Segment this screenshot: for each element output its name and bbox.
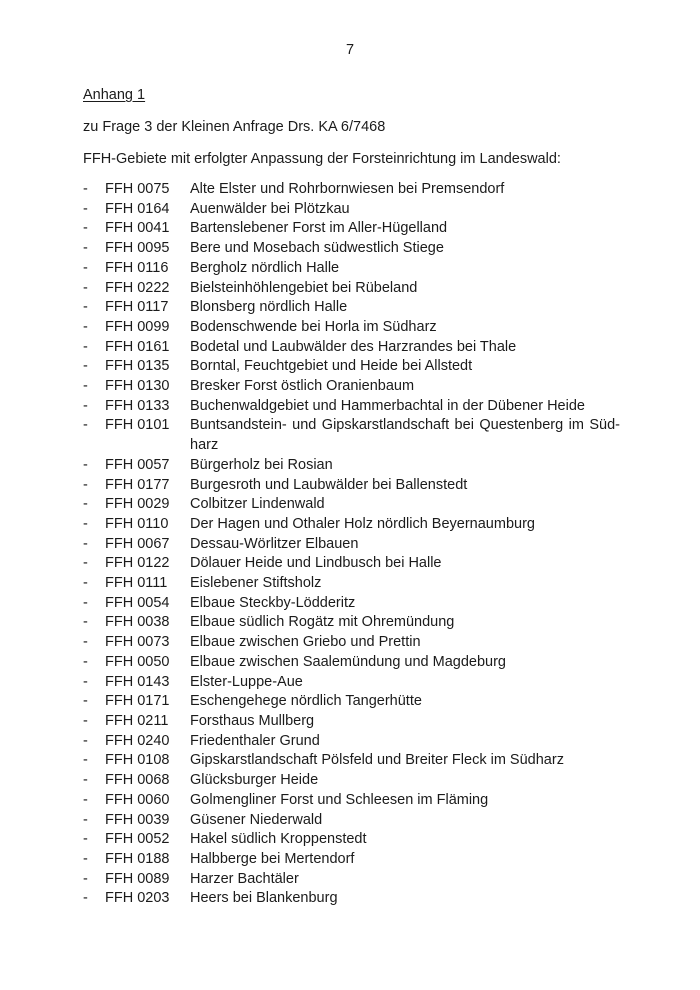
- item-name: Glücksburger Heide: [190, 772, 319, 789]
- item-name: Heers bei Blankenburg: [190, 890, 338, 907]
- list-item: [83, 613, 638, 633]
- item-name: Hakel südlich Kroppenstedt: [190, 831, 367, 848]
- item-name: Güsener Niederwald: [190, 811, 323, 828]
- list-item: [83, 200, 638, 220]
- list-item: [83, 751, 638, 771]
- appendix-heading: Anhang 1: [83, 87, 146, 103]
- item-code: FFH 0133: [105, 397, 170, 414]
- item-marker: -: [83, 732, 88, 749]
- item-name: Bürgerholz bei Rosian: [190, 456, 333, 473]
- list-item: [83, 692, 638, 712]
- item-marker: -: [83, 259, 88, 276]
- item-code: FFH 0171: [105, 693, 170, 710]
- list-item: [83, 416, 638, 455]
- list-item: [83, 870, 638, 890]
- item-name: Bere und Mosebach südwestlich Stiege: [190, 240, 444, 257]
- item-name: Halbberge bei Mertendorf: [190, 850, 355, 867]
- list-item: [83, 712, 638, 732]
- item-marker: -: [83, 673, 88, 690]
- intro-line: FFH-Gebiete mit erfolgter Anpassung der Forsteinrichtung im Landeswald:: [83, 151, 561, 167]
- list-item: [83, 357, 638, 377]
- item-name: Auenwälder bei Plötzkau: [190, 200, 350, 217]
- item-code: FFH 0135: [105, 358, 170, 375]
- item-code: FFH 0041: [105, 220, 170, 237]
- item-code: FFH 0099: [105, 318, 170, 335]
- list-item: [83, 673, 638, 693]
- item-code: FFH 0050: [105, 653, 170, 670]
- item-code: FFH 0222: [105, 279, 170, 296]
- item-name: Eislebener Stiftsholz: [190, 575, 322, 592]
- list-item: [83, 298, 638, 318]
- item-marker: -: [83, 240, 88, 257]
- item-marker: -: [83, 279, 88, 296]
- item-marker: -: [83, 811, 88, 828]
- item-marker: -: [83, 614, 88, 631]
- item-code: FFH 0211: [105, 712, 169, 729]
- item-marker: -: [83, 712, 88, 729]
- item-code: FFH 0095: [105, 240, 170, 257]
- list-item: [83, 279, 638, 299]
- list-item: [83, 633, 638, 653]
- item-marker: -: [83, 555, 88, 572]
- item-name: Elbaue zwischen Griebo und Prettin: [190, 634, 421, 651]
- item-code: FFH 0240: [105, 732, 170, 749]
- item-code: FFH 0057: [105, 456, 170, 473]
- item-name: Elster-Luppe-Aue: [190, 673, 303, 690]
- item-marker: -: [83, 417, 88, 434]
- item-marker: -: [83, 791, 88, 808]
- item-name: Blonsberg nördlich Halle: [190, 299, 348, 316]
- item-code: FFH 0068: [105, 772, 170, 789]
- item-code: FFH 0203: [105, 890, 170, 907]
- item-name: Burgesroth und Laubwälder bei Ballenstedt: [190, 476, 468, 493]
- item-code: FFH 0054: [105, 594, 170, 611]
- item-marker: -: [83, 200, 88, 217]
- item-name: Dölauer Heide und Lindbusch bei Halle: [190, 555, 442, 572]
- item-marker: -: [83, 831, 88, 848]
- item-marker: -: [83, 456, 88, 473]
- item-code: FFH 0164: [105, 200, 170, 217]
- item-marker: -: [83, 594, 88, 611]
- list-item: [83, 791, 638, 811]
- item-code: FFH 0130: [105, 378, 170, 395]
- list-item: [83, 535, 638, 555]
- item-name: Buchenwaldgebiet und Hammerbachtal in der Dübener Heide: [190, 397, 585, 414]
- list-item: [83, 476, 638, 496]
- item-code: FFH 0122: [105, 555, 170, 572]
- item-marker: -: [83, 496, 88, 513]
- item-marker: -: [83, 653, 88, 670]
- item-name: Bodetal und Laubwälder des Harzrandes bei Thale: [190, 338, 517, 355]
- item-code: FFH 0161: [105, 338, 170, 355]
- list-item: [83, 377, 638, 397]
- item-marker: -: [83, 318, 88, 335]
- item-marker: -: [83, 535, 88, 552]
- item-marker: -: [83, 220, 88, 237]
- item-code: FFH 0089: [105, 870, 170, 887]
- list-item: [83, 850, 638, 870]
- list-item: [83, 732, 638, 752]
- list-item: [83, 239, 638, 259]
- item-name: Friedenthaler Grund: [190, 732, 320, 749]
- item-name: Buntsandstein- und Gipskarstlandschaft bei Questenberg im Südharz: [190, 417, 620, 454]
- item-name: Bergholz nördlich Halle: [190, 259, 340, 276]
- item-name: Bielsteinhöhlengebiet bei Rübeland: [190, 279, 418, 296]
- item-name: Dessau-Wörlitzer Elbauen: [190, 535, 359, 552]
- item-marker: -: [83, 397, 88, 414]
- item-code: FFH 0177: [105, 476, 170, 493]
- ffh-list: [83, 180, 638, 909]
- item-marker: -: [83, 338, 88, 355]
- item-name: Borntal, Feuchtgebiet und Heide bei Allstedt: [190, 358, 473, 375]
- item-code: FFH 0052: [105, 831, 170, 848]
- list-item: [83, 771, 638, 791]
- item-marker: -: [83, 850, 88, 867]
- item-marker: -: [83, 634, 88, 651]
- item-name: Forsthaus Mullberg: [190, 712, 315, 729]
- item-name: Elbaue Steckby-Lödderitz: [190, 594, 356, 611]
- item-marker: -: [83, 476, 88, 493]
- item-name: Gipskarstlandschaft Pölsfeld und Breiter Fleck im Südharz: [190, 752, 564, 769]
- item-marker: -: [83, 693, 88, 710]
- item-name: Harzer Bachtäler: [190, 870, 299, 887]
- list-item: [83, 830, 638, 850]
- item-name: Bresker Forst östlich Oranienbaum: [190, 378, 415, 395]
- item-name: Elbaue südlich Rogätz mit Ohremündung: [190, 614, 455, 631]
- list-item: [83, 653, 638, 673]
- item-code: FFH 0038: [105, 614, 170, 631]
- item-marker: -: [83, 575, 88, 592]
- list-item: [83, 515, 638, 535]
- page-number: 7: [345, 42, 355, 58]
- item-marker: -: [83, 299, 88, 316]
- item-name: Elbaue zwischen Saalemündung und Magdeburg: [190, 653, 506, 670]
- item-marker: -: [83, 870, 88, 887]
- item-name: Alte Elster und Rohrbornwiesen bei Premsendorf: [190, 181, 505, 197]
- list-item: [83, 889, 638, 909]
- item-code: FFH 0067: [105, 535, 170, 552]
- list-item: [83, 574, 638, 594]
- item-name: Colbitzer Lindenwald: [190, 496, 325, 513]
- item-code: FFH 0060: [105, 791, 170, 808]
- item-code: FFH 0110: [105, 515, 169, 532]
- list-item: [83, 397, 638, 417]
- list-item: [83, 219, 638, 239]
- item-marker: -: [83, 515, 88, 532]
- item-code: FFH 0029: [105, 496, 170, 513]
- list-item: [83, 318, 638, 338]
- item-code: FFH 0111: [105, 575, 168, 592]
- item-marker: -: [83, 772, 88, 789]
- item-name: Golmengliner Forst und Schleesen im Fläming: [190, 791, 489, 808]
- item-name: Bodenschwende bei Horla im Südharz: [190, 318, 437, 335]
- reference-line: zu Frage 3 der Kleinen Anfrage Drs. KA 6/7468: [83, 119, 386, 135]
- list-item: [83, 338, 638, 358]
- item-code: FFH 0188: [105, 850, 170, 867]
- item-code: FFH 0108: [105, 752, 170, 769]
- item-name: Bartenslebener Forst im Aller-Hügelland: [190, 220, 448, 237]
- item-code: FFH 0073: [105, 634, 170, 651]
- item-marker: -: [83, 890, 88, 907]
- list-item: [83, 495, 638, 515]
- item-code: FFH 0116: [105, 259, 169, 276]
- list-item: [83, 594, 638, 614]
- item-code: FFH 0039: [105, 811, 170, 828]
- item-code: FFH 0117: [105, 299, 169, 316]
- item-code: FFH 0075: [105, 181, 170, 197]
- list-item: [83, 554, 638, 574]
- list-item: [83, 456, 638, 476]
- item-marker: -: [83, 378, 88, 395]
- item-marker: -: [83, 358, 88, 375]
- item-code: FFH 0143: [105, 673, 170, 690]
- list-item: [83, 180, 638, 200]
- list-item: [83, 811, 638, 831]
- item-name: Eschengehege nördlich Tangerhütte: [190, 693, 422, 710]
- item-code: FFH 0101: [105, 417, 170, 434]
- item-name: Der Hagen und Othaler Holz nördlich Beyernaumburg: [190, 515, 535, 532]
- item-marker: -: [83, 181, 88, 197]
- item-marker: -: [83, 752, 88, 769]
- list-item: [83, 259, 638, 279]
